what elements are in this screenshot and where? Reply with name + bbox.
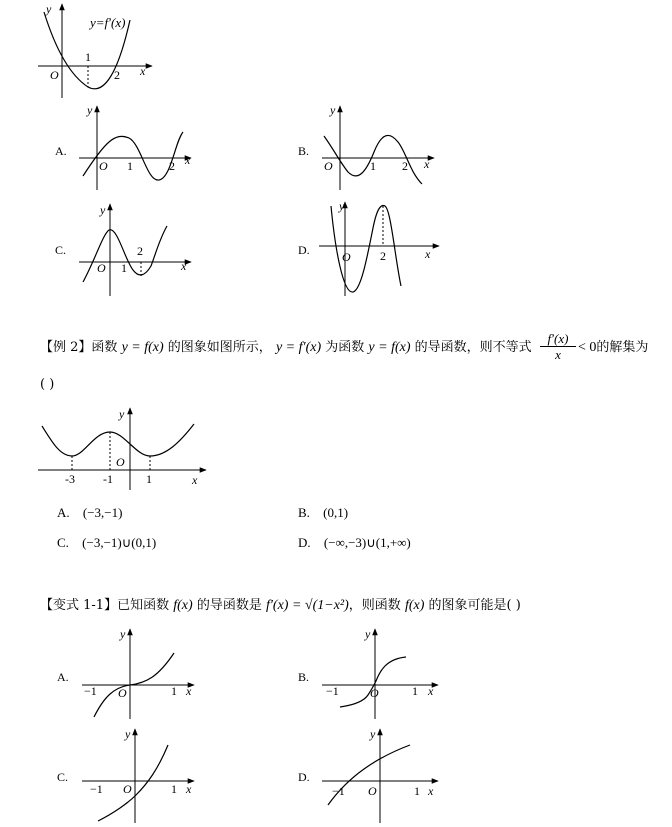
given-derivative-graph: [30, 0, 160, 100]
variant-tag: 【变式 1-1】: [40, 598, 118, 613]
variant-option-c-letter: C.: [57, 770, 69, 784]
tick-2: 2: [169, 159, 175, 173]
y-label: y: [330, 103, 336, 117]
variant-option-d-letter: D.: [298, 770, 310, 784]
tick-m1: -1: [103, 472, 113, 486]
expr-deriv: f′(x) = √(1−x²): [265, 598, 349, 613]
option-c-letter: C.: [55, 243, 67, 257]
option-d-letter: D.: [298, 243, 310, 257]
ex2-option-c: [57, 535, 156, 551]
x-label: x: [186, 782, 192, 796]
option-a-graph: [75, 102, 195, 192]
origin-label: O: [97, 261, 106, 275]
x-label: x: [181, 259, 187, 273]
ineq: < 0: [578, 340, 597, 355]
tick-1: 1: [121, 261, 127, 275]
example2-paren: ( ): [40, 377, 55, 392]
x-label: x: [428, 784, 434, 798]
tick-1: 1: [171, 782, 177, 796]
x-label: x: [425, 247, 431, 261]
variant-a-graph: [78, 625, 198, 720]
text2: 的导函数是: [196, 598, 262, 613]
frac-num: f′(x): [540, 331, 576, 347]
example2-graph: [32, 404, 212, 492]
variant-option-b-letter: B.: [298, 670, 310, 684]
tick-m3: -3: [65, 472, 75, 486]
x-label: x: [424, 157, 430, 171]
ex2-option-a: [57, 505, 122, 521]
y-label: y: [370, 727, 376, 741]
origin-label: O: [99, 159, 108, 173]
origin-label: O: [368, 784, 377, 798]
variant-b-graph: [318, 625, 443, 720]
ex2-c-value: (−3,−1)∪(0,1): [82, 535, 157, 550]
tick-1: 1: [370, 159, 376, 173]
ex2-a-value: (−3,−1): [82, 505, 123, 520]
ex2-b-letter: B.: [298, 505, 310, 520]
text5: 的解集为: [596, 340, 649, 355]
origin-label: O: [324, 159, 333, 173]
ex2-d-value: (−∞,−3)∪(1,+∞): [323, 535, 411, 550]
y-label: y: [46, 2, 52, 16]
tick-1: 1: [146, 472, 152, 486]
ex2-d-letter: D.: [298, 535, 311, 550]
x-label: x: [428, 684, 434, 698]
curve: [83, 132, 183, 180]
expr-yf: y = f(x): [121, 340, 164, 355]
tick-m1: −1: [90, 782, 103, 796]
curve: [98, 745, 168, 821]
origin-label: O: [370, 686, 379, 700]
x-label: x: [192, 473, 198, 487]
text1: 已知函数: [117, 598, 170, 613]
y-label: y: [339, 199, 345, 213]
text4: 的图象可能是: [428, 598, 507, 613]
tick-2: 2: [137, 244, 143, 258]
ex2-a-letter: A.: [57, 505, 70, 520]
variant-question: [40, 597, 521, 615]
function-curve: [42, 424, 194, 456]
fn-label: y=f′(x): [90, 15, 126, 30]
ex2-c-letter: C.: [57, 535, 69, 550]
variant-c-graph: [78, 725, 198, 825]
y-label: y: [125, 727, 131, 741]
frac-den: x: [555, 347, 561, 362]
origin-label: O: [50, 68, 59, 82]
tick-m1: −1: [326, 684, 339, 698]
option-b-graph: [318, 102, 438, 192]
origin-label: O: [123, 782, 132, 796]
ex2-option-d: [298, 535, 411, 551]
y-label: y: [100, 203, 106, 217]
origin-label: O: [342, 250, 351, 264]
ex2-b-value: (0,1): [323, 505, 349, 520]
variant-d-graph: [318, 725, 443, 825]
tick-m1: −1: [332, 784, 345, 798]
text3: 为函数: [325, 340, 365, 355]
tick-2: 2: [402, 159, 408, 173]
x-label: x: [186, 684, 192, 698]
text1: 函数: [91, 340, 118, 355]
curve: [331, 206, 401, 293]
expr-f-2: f(x): [404, 598, 425, 613]
y-label: y: [120, 627, 126, 641]
variant-option-a-letter: A.: [57, 670, 69, 684]
expr-yfp: y = f′(x): [275, 340, 322, 355]
origin-label: O: [116, 455, 125, 469]
ex2-option-b: [298, 505, 348, 521]
example2-question: [40, 339, 532, 357]
paren: ( ): [506, 598, 521, 613]
x-label: x: [140, 64, 146, 78]
tick-2: 2: [114, 68, 120, 82]
x-label: x: [185, 153, 191, 167]
option-a-letter: A.: [55, 144, 67, 158]
text3: ，则函数: [348, 598, 401, 613]
option-b-letter: B.: [298, 144, 310, 158]
tick-2: 2: [380, 249, 386, 263]
tick-1: 1: [412, 684, 418, 698]
tick-1: 1: [85, 50, 91, 64]
option-c-graph: [75, 200, 195, 300]
example2-tag: 【例 2】: [40, 340, 92, 355]
text2: 的图象如图所示，: [167, 340, 272, 355]
tick-1: 1: [414, 784, 420, 798]
fraction: [540, 331, 576, 362]
origin-label: O: [118, 686, 127, 700]
tick-1: 1: [171, 684, 177, 698]
expr-yf-2: y = f(x): [368, 340, 411, 355]
text4: 的导函数，则不等式: [414, 340, 532, 355]
option-d-graph: [315, 198, 445, 298]
ineq-tail: [578, 339, 648, 357]
tick-1: 1: [127, 159, 133, 173]
y-label: y: [119, 407, 125, 421]
expr-f: f(x): [173, 598, 193, 613]
y-label: y: [365, 627, 371, 641]
y-label: y: [87, 103, 93, 117]
tick-m1: −1: [84, 684, 97, 698]
